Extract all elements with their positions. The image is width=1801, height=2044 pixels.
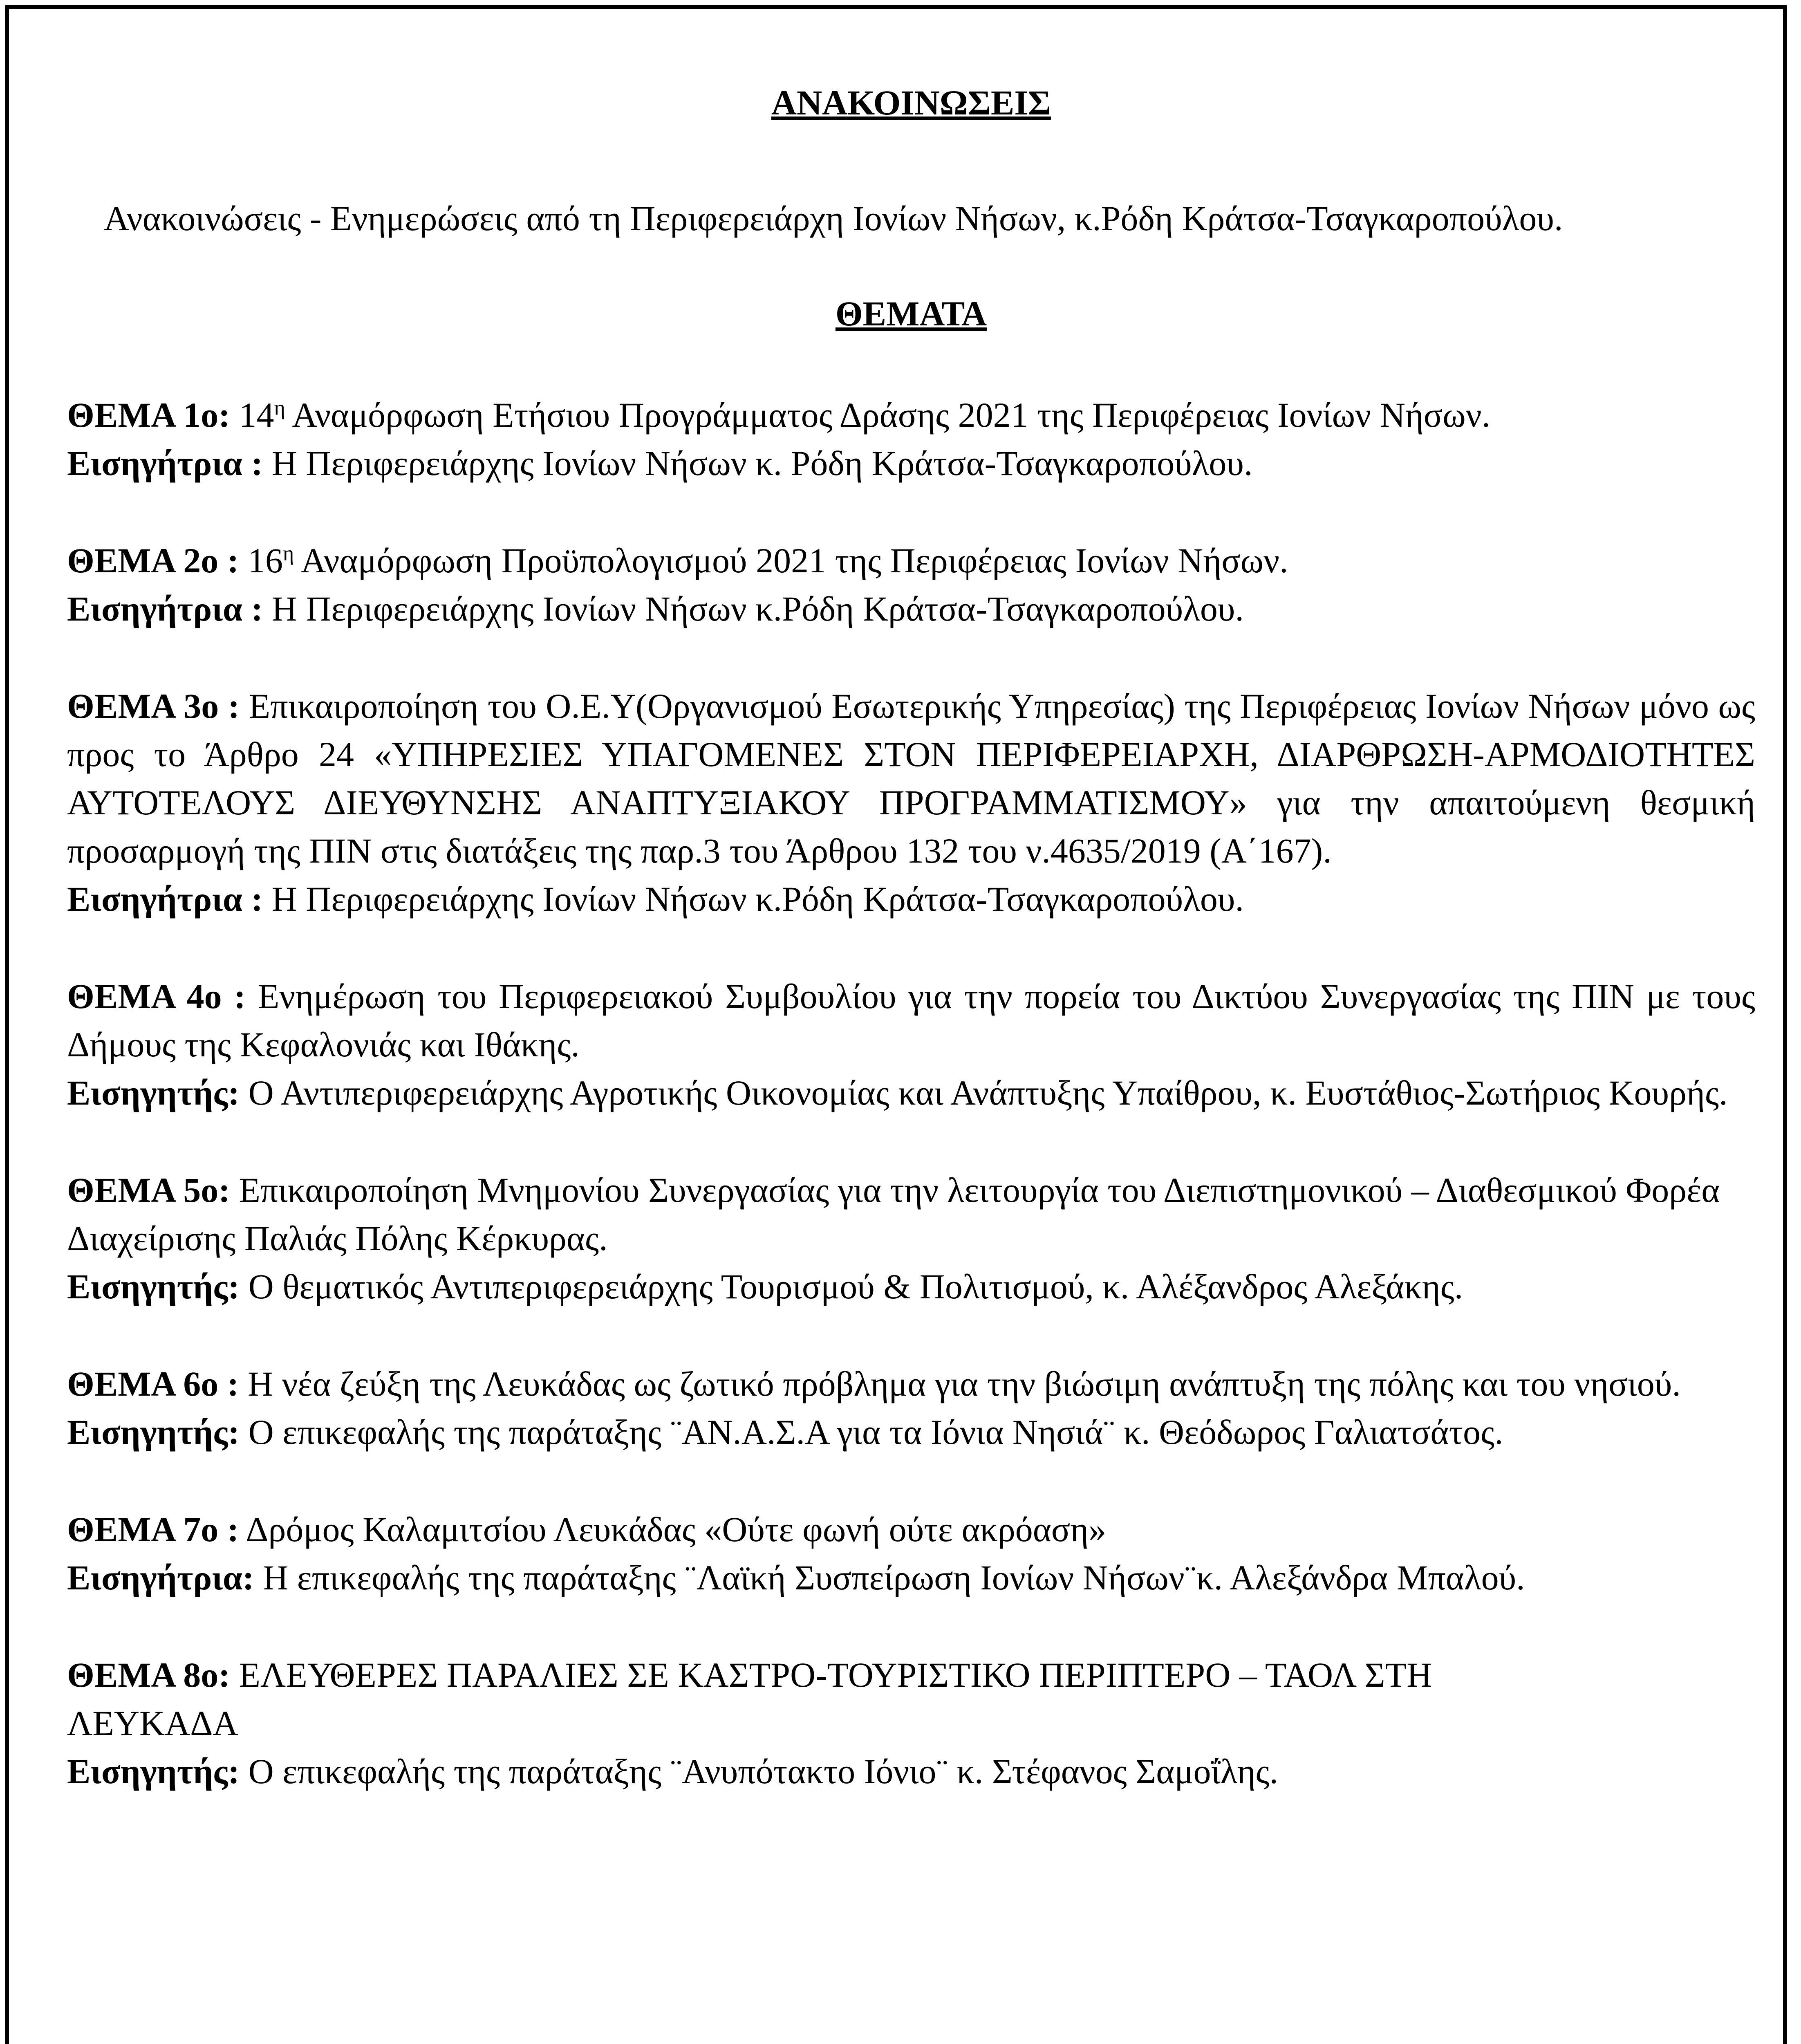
topic-label: ΘΕΜΑ 7ο :	[67, 1510, 239, 1549]
topic-3	[67, 682, 1755, 923]
topic-3-title	[67, 682, 1755, 875]
topic-6	[67, 1360, 1755, 1456]
topic-label: ΘΕΜΑ 6ο :	[67, 1364, 239, 1403]
topic-label: ΘΕΜΑ 3ο :	[67, 686, 240, 726]
topic-8	[67, 1651, 1755, 1795]
rapporteur-name: Ο επικεφαλής της παράταξης ¨ΑΝ.Α.Σ.Α για τα Ιόνια Νησιά¨ κ. Θεόδωρος Γαλιατσάτος.	[240, 1412, 1503, 1452]
topic-label: ΘΕΜΑ 1ο:	[67, 395, 230, 435]
topic-2-rapporteur	[67, 585, 1755, 633]
topic-text: Δρόμος Καλαμιτσίου Λευκάδας «Ούτε φωνή ούτε ακρόαση»	[239, 1510, 1107, 1549]
announcements-heading: ΑΝΑΚΟΙΝΩΣΕΙΣ	[771, 83, 1051, 122]
topic-label: ΘΕΜΑ 5ο:	[67, 1170, 230, 1210]
topic-8-rapporteur	[67, 1747, 1755, 1795]
topic-text: Επικαιροποίηση Μνημονίου Συνεργασίας για την λειτουργία του Διεπιστημονικού – Διαθεσμικού Φορέα Διαχείρισης Παλιάς Πόλης Κέρκυρας.	[67, 1170, 1720, 1258]
topic-text: Ενημέρωση του Περιφερειακού Συμβουλίου για την πορεία του Δικτύου Συνεργασίας της ΠΙΝ με τους Δήμους της Κεφαλονιάς και Ιθάκης.	[67, 977, 1755, 1064]
rapporteur-name: Η Περιφερειάρχης Ιονίων Νήσων κ.Ρόδη Κράτσα-Τσαγκαροπούλου.	[263, 589, 1244, 628]
document-content	[67, 78, 1755, 1795]
rapporteur-label: Εισηγήτρια :	[67, 444, 263, 483]
rapporteur-label: Εισηγήτρια :	[67, 879, 263, 919]
rapporteur-label: Εισηγήτρια:	[67, 1558, 254, 1597]
document-page	[5, 5, 1787, 2044]
rapporteur-label: Εισηγήτρια :	[67, 589, 263, 628]
themata-heading: ΘΕΜΑΤΑ	[835, 294, 987, 333]
topic-2	[67, 536, 1755, 633]
topic-text: Αναμόρφωση Προϋπολογισμού 2021 της Περιφέρειας Ιονίων Νήσων.	[294, 541, 1288, 580]
rapporteur-label: Εισηγητής:	[67, 1752, 240, 1791]
topic-8-title	[67, 1651, 1539, 1747]
rapporteur-name: Η επικεφαλής της παράταξης ¨Λαϊκή Συσπείρωση Ιονίων Νήσων¨κ. Αλεξάνδρα Μπαλού.	[254, 1558, 1525, 1597]
topic-5	[67, 1166, 1755, 1311]
rapporteur-name: Ο Αντιπεριφερειάρχης Αγροτικής Οικονομίας και Ανάπτυξης Υπαίθρου, κ. Ευστάθιος-Σωτήριος Κουρής.	[240, 1073, 1728, 1112]
topic-superscript: η	[282, 542, 294, 565]
topic-label: ΘΕΜΑ 2ο :	[67, 541, 239, 580]
topic-6-rapporteur	[67, 1408, 1755, 1456]
topic-2-title	[67, 536, 1755, 585]
topic-3-rapporteur	[67, 875, 1755, 923]
topic-text: Επικαιροποίηση του Ο.Ε.Υ(Οργανισμού Εσωτερικής Υπηρεσίας) της Περιφέρειας Ιονίων Νήσων μόνο ως προς το Άρθρο 24 «ΥΠΗΡΕΣΙΕΣ ΥΠΑΓΟΜΕΝΕΣ ΣΤΟΝ ΠΕΡΙΦΕΡΕΙΑΡΧΗ, ΔΙΑΡΘΡΩΣΗ-ΑΡΜΟΔΙΟΤΗΤΕΣ ΑΥΤΟΤΕΛΟΥΣ ΔΙΕΥΘΥΝΣΗΣ ΑΝΑΠΤΥΞΙΑΚΟΥ ΠΡΟΓΡΑΜΜΑΤΙΣΜΟΥ» για την απαιτούμενη θεσμική προσαρμογή της ΠΙΝ στις διατάξεις της παρ.3 του Άρθρου 132 του ν.4635/2019 (Α΄167).	[67, 686, 1755, 870]
rapporteur-name: Η Περιφερειάρχης Ιονίων Νήσων κ. Ρόδη Κράτσα-Τσαγκαροπούλου.	[263, 444, 1253, 483]
topic-7-rapporteur	[67, 1553, 1755, 1602]
topic-text-pre: 16	[239, 541, 283, 580]
topic-7-title	[67, 1505, 1755, 1553]
rapporteur-name: Ο θεματικός Αντιπεριφερειάρχης Τουρισμού & Πολιτισμού, κ. Αλέξανδρος Αλεξάκης.	[240, 1267, 1463, 1306]
topic-4-title	[67, 972, 1755, 1069]
topic-1-rapporteur	[67, 439, 1755, 487]
topic-5-title	[67, 1166, 1755, 1262]
topic-4-rapporteur	[67, 1069, 1755, 1117]
rapporteur-label: Εισηγητής:	[67, 1412, 240, 1452]
topic-text: Η νέα ζεύξη της Λευκάδας ως ζωτικό πρόβλημα για την βιώσιμη ανάπτυξη της πόλης και του νησιού.	[239, 1364, 1681, 1403]
topic-1-title	[67, 391, 1755, 439]
topic-text: Αναμόρφωση Ετήσιου Προγράμματος Δράσης 2021 της Περιφέρειας Ιονίων Νήσων.	[285, 395, 1491, 435]
topic-label: ΘΕΜΑ 4ο :	[67, 977, 246, 1016]
rapporteur-name: Ο επικεφαλής της παράταξης ¨Ανυπότακτο Ιόνιο¨ κ. Στέφανος Σαμοΐλης.	[240, 1752, 1279, 1791]
rapporteur-name: Η Περιφερειάρχης Ιονίων Νήσων κ.Ρόδη Κράτσα-Τσαγκαροπούλου.	[263, 879, 1244, 919]
announcements-text: Ανακοινώσεις - Ενημερώσεις από τη Περιφερειάρχη Ιονίων Νήσων, κ.Ρόδη Κράτσα-Τσαγκαροπούλου.	[104, 199, 1563, 238]
topic-text-pre: 14	[230, 395, 274, 435]
rapporteur-label: Εισηγητής:	[67, 1267, 240, 1306]
topic-1	[67, 391, 1755, 487]
topic-5-rapporteur	[67, 1262, 1755, 1311]
topic-7	[67, 1505, 1755, 1602]
topic-superscript: η	[274, 396, 285, 420]
rapporteur-label: Εισηγητής:	[67, 1073, 240, 1112]
topic-label: ΘΕΜΑ 8ο:	[67, 1655, 230, 1694]
topic-6-title	[67, 1360, 1755, 1408]
topic-text: ΕΛΕΥΘΕΡΕΣ ΠΑΡΑΛΙΕΣ ΣΕ ΚΑΣΤΡΟ-ΤΟΥΡΙΣΤΙΚΟ ΠΕΡΙΠΤΕΡΟ – ΤΑΟΛ ΣΤΗ ΛΕΥΚΑΔΑ	[67, 1655, 1432, 1743]
topic-4	[67, 972, 1755, 1117]
